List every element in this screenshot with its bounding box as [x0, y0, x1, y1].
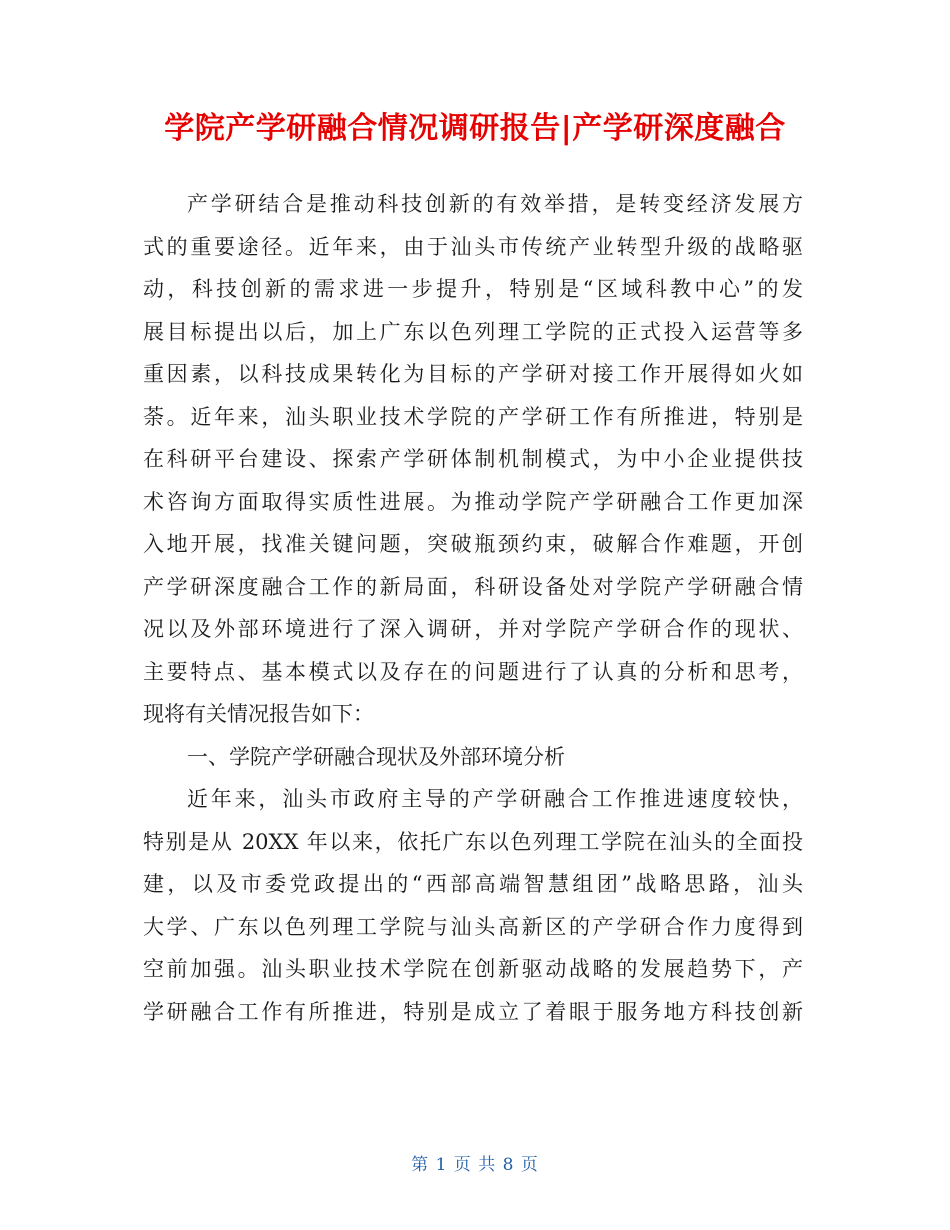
paragraph-status — [143, 778, 803, 1033]
text-line: 空前加强。汕头职业技术学院在创新驱动战略的发展趋势下，产 — [143, 957, 803, 981]
text-line: 展目标提出以后，加上广东以色列理工学院的正式投入运营等多 — [143, 319, 803, 344]
text-line: 动，科技创新的需求进一步提升，特别是“区域科教中心”的发 — [143, 277, 803, 301]
text-line: 大学、广东以色列理工学院与汕头高新区的产学研合作力度得到 — [143, 914, 803, 939]
page-number-footer: 第 1 页 共 8 页 — [411, 1155, 539, 1175]
text-line: 近年来，汕头市政府主导的产学研融合工作推进速度较快， — [187, 787, 803, 811]
text-line: 式的重要途径。近年来，由于汕头市传统产业转型升级的战略驱 — [143, 234, 803, 259]
text-line: 主要特点、基本模式以及存在的问题进行了认真的分析和思考， — [143, 659, 803, 684]
text-line: 特别是从 20XX 年以来，依托广东以色列理工学院在汕头的全面投 — [143, 829, 803, 854]
text-line: 荼。近年来，汕头职业技术学院的产学研工作有所推进，特别是 — [143, 404, 803, 429]
text-line: 学研融合工作有所推进，特别是成立了着眼于服务地方科技创新 — [143, 999, 803, 1024]
text-line: 产学研深度融合工作的新局面，科研设备处对学院产学研融合情 — [143, 574, 803, 599]
section-heading: 一、学院产学研融合现状及外部环境分析 — [187, 744, 565, 769]
text-line: 建，以及市委党政提出的“西部高端智慧组团”战略思路，汕头 — [143, 872, 803, 896]
text-line: 在科研平台建设、探索产学研体制机制模式，为中小企业提供技 — [143, 447, 803, 471]
text-line: 况以及外部环境进行了深入调研，并对学院产学研合作的现状、 — [143, 617, 803, 641]
document-body — [143, 183, 803, 1033]
text-line: 重因素，以科技成果转化为目标的产学研对接工作开展得如火如 — [143, 362, 803, 386]
text-line: 术咨询方面取得实质性进展。为推动学院产学研融合工作更加深 — [143, 489, 803, 514]
paragraph-intro — [143, 183, 803, 736]
text-line: 现将有关情况报告如下： — [143, 702, 374, 726]
document-title: 学院产学研融合情况调研报告|产学研深度融合 — [164, 111, 786, 146]
text-line: 产学研结合是推动科技创新的有效举措，是转变经济发展方 — [187, 192, 803, 216]
text-line: 入地开展，找准关键问题，突破瓶颈约束，破解合作难题，开创 — [143, 532, 803, 556]
